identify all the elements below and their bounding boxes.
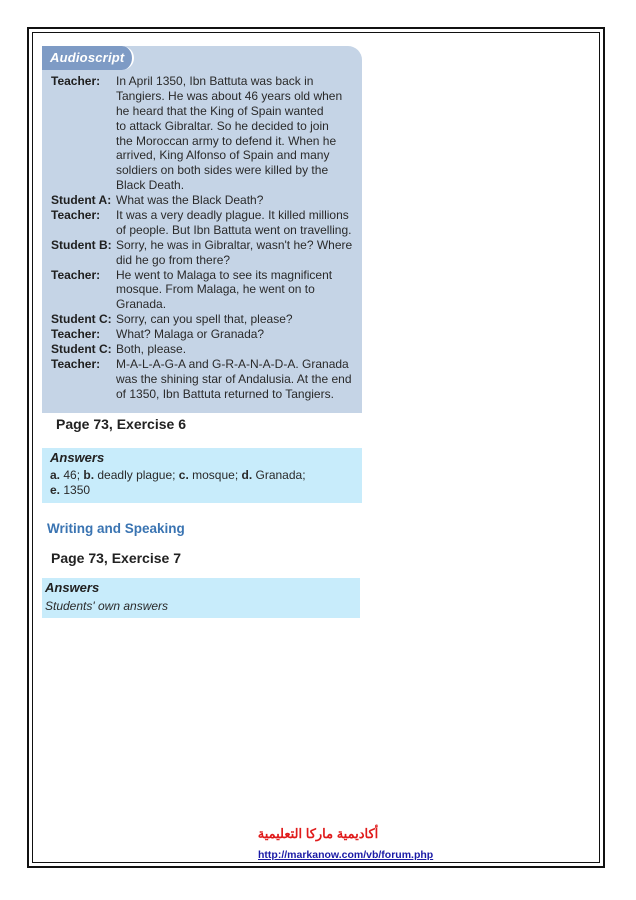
exercise-6-heading: Page 73, Exercise 6: [56, 416, 186, 432]
speech-text: Both, please.: [116, 342, 187, 357]
speech-text: What was the Black Death?: [116, 193, 264, 208]
speech-text: to attack Gibraltar. So he decided to join: [116, 118, 329, 133]
script-line: [51, 208, 363, 223]
speech-text: It was a very deadly plague. It killed millions: [116, 208, 349, 223]
speech-text: of people. But Ibn Battuta went on travelling.: [116, 222, 352, 237]
script-line: [51, 312, 363, 327]
speech-text: What? Malaga or Granada?: [116, 327, 265, 342]
answer-text-c: mosque;: [188, 468, 242, 482]
speech-text: he heard that the King of Spain wanted: [116, 103, 324, 118]
speaker-label: Teacher:: [51, 208, 101, 223]
script-line: [51, 193, 363, 208]
speech-text: Sorry, can you spell that, please?: [116, 312, 293, 327]
speech-text: arrived, King Alfonso of Spain and many: [116, 148, 330, 163]
speech-text: Tangiers. He was about 46 years old when: [116, 88, 343, 103]
script-line: [51, 327, 363, 342]
speech-text: was the shining star of Andalusia. At the end: [116, 371, 352, 386]
script-line: [51, 178, 363, 193]
speaker-label: Teacher:: [51, 74, 101, 88]
script-line: [51, 372, 363, 387]
exercise-7-answer-box: [42, 578, 360, 618]
answer-letter-d: d.: [241, 468, 253, 482]
script-line: [51, 268, 363, 283]
speaker-label: Teacher:: [51, 356, 101, 371]
exercise-6-answers-title: Answers: [50, 450, 105, 465]
footer-arabic-title: أكاديمية ماركا التعليمية: [257, 826, 379, 841]
speaker-label: Student B:: [51, 237, 112, 252]
speech-text: He went to Malaga to see its magnificent: [116, 267, 333, 282]
speaker-label: Teacher:: [51, 327, 101, 342]
speaker-label: Student C:: [51, 342, 112, 357]
script-line: [51, 134, 363, 149]
speaker-label: Teacher:: [51, 267, 101, 282]
answer-text-a: 46;: [60, 468, 84, 482]
answer-letter-e: e.: [50, 483, 61, 497]
speech-text: Black Death.: [116, 178, 185, 193]
script-line: [51, 357, 363, 372]
script-line: [51, 297, 363, 312]
script-line: [51, 282, 363, 297]
script-line: [51, 119, 363, 134]
speech-text: the Moroccan army to defend it. When he: [116, 133, 337, 148]
script-line: [51, 253, 363, 268]
answer-letter-c: c.: [178, 468, 189, 482]
exercise-6-answer-line-2: [50, 483, 90, 497]
speech-text: soldiers on both sides were killed by the: [116, 163, 329, 178]
speech-text: In April 1350, Ibn Battuta was back in: [116, 74, 314, 88]
answer-text-e: 1350: [60, 483, 91, 497]
answer-letter-b: b.: [83, 468, 95, 482]
speech-text: Granada.: [116, 297, 167, 312]
answer-text-b: deadly plague;: [94, 468, 179, 482]
speaker-label: Student C:: [51, 312, 112, 327]
audioscript-lines: [51, 74, 363, 402]
speech-text: M-A-L-A-G-A and G-R-A-N-A-D-A. Granada: [116, 356, 349, 371]
speech-text: of 1350, Ibn Battuta returned to Tangiers.: [116, 386, 334, 401]
audioscript-label: Audioscript: [50, 50, 125, 65]
script-line: [51, 238, 363, 253]
answer-text-d: Granada;: [252, 468, 306, 482]
speech-text: did he go from there?: [116, 252, 231, 267]
exercise-7-answers-title: Answers: [45, 580, 100, 595]
answer-letter-a: a.: [50, 468, 61, 482]
exercise-6-answer-line-1: [50, 468, 306, 482]
writing-speaking-heading: Writing and Speaking: [47, 521, 185, 536]
script-line: [51, 223, 363, 238]
script-line: [51, 148, 363, 163]
audioscript-tab: [42, 46, 134, 70]
script-line: [51, 163, 363, 178]
speech-text: Sorry, he was in Gibraltar, wasn't he? Where: [116, 237, 353, 252]
speaker-label: Student A:: [51, 193, 112, 208]
script-line: [51, 387, 363, 402]
exercise-6-answer-box: [42, 448, 362, 503]
exercise-7-heading: Page 73, Exercise 7: [51, 550, 181, 566]
script-line: [51, 104, 363, 119]
script-line: [51, 74, 363, 89]
script-line: [51, 89, 363, 104]
footer-forum-link[interactable]: http://markanow.com/vb/forum.php: [258, 849, 434, 861]
script-line: [51, 342, 363, 357]
speech-text: mosque. From Malaga, he went on to: [116, 282, 315, 297]
exercise-7-answer-text: Students' own answers: [45, 599, 169, 613]
